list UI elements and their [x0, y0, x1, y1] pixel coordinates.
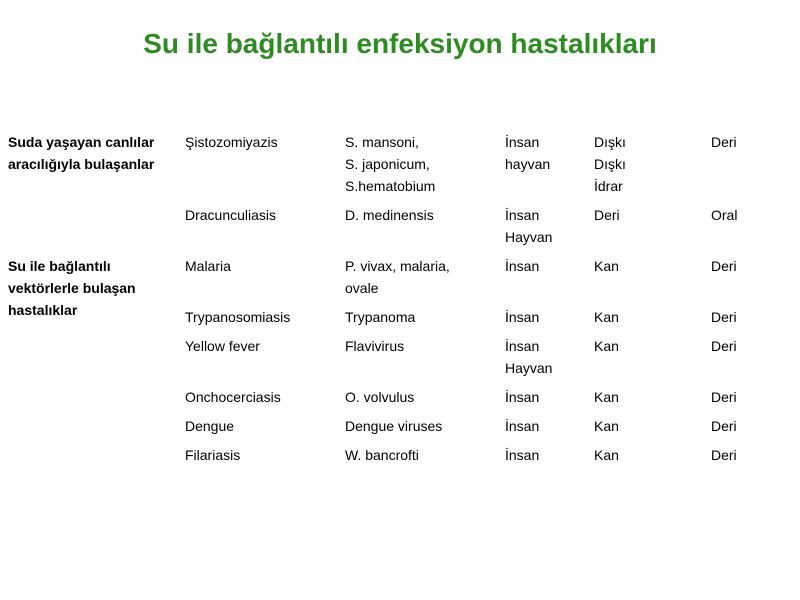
source-cell: Deri	[594, 207, 620, 223]
disease-cell: Dracunculiasis	[185, 207, 277, 223]
entry-cell: Deri	[711, 418, 737, 434]
slide-title: Su ile bağlantılı enfeksiyon hastalıkları	[143, 28, 657, 59]
host-cell: İnsan	[505, 418, 540, 434]
host-cell: İnsan hayvan	[505, 134, 551, 172]
agent-cell: S. mansoni, S. japonicum, S.hematobium	[345, 134, 436, 194]
entry-cell: Deri	[711, 309, 737, 325]
entry-cell: Deri	[711, 338, 737, 354]
agent-cell: Trypanoma	[345, 309, 416, 325]
host-cell: İnsan	[505, 389, 540, 405]
group-label-vector: Su ile bağlantılı vektörlerle bulaşan hastalıklar	[8, 258, 136, 318]
disease-table	[0, 128, 800, 470]
table-row	[0, 252, 800, 303]
agent-cell: P. vivax, malaria, ovale	[345, 258, 450, 296]
host-cell: İnsan	[505, 258, 540, 274]
source-cell: Kan	[594, 389, 619, 405]
group-label-aquatic: Suda yaşayan canlılar aracılığıyla bulaşanlar	[8, 134, 155, 172]
source-cell: Kan	[594, 418, 619, 434]
host-cell: İnsan Hayvan	[505, 207, 553, 245]
disease-cell: Yellow fever	[185, 338, 260, 354]
entry-cell: Deri	[711, 389, 737, 405]
host-cell: İnsan	[505, 447, 540, 463]
disease-cell: Malaria	[185, 258, 231, 274]
host-cell: İnsan	[505, 309, 540, 325]
source-cell: Kan	[594, 309, 619, 325]
host-cell: İnsan Hayvan	[505, 338, 553, 376]
entry-cell: Deri	[711, 258, 737, 274]
entry-cell: Deri	[711, 134, 737, 150]
source-cell: Kan	[594, 258, 619, 274]
disease-cell: Onchocerciasis	[185, 389, 281, 405]
source-cell: Dışkı Dışkı İdrar	[594, 134, 626, 194]
agent-cell: Dengue viruses	[345, 418, 443, 434]
agent-cell: Flavivirus	[345, 338, 405, 354]
entry-cell: Deri	[711, 447, 737, 463]
disease-cell: Filariasis	[185, 447, 241, 463]
source-cell: Kan	[594, 447, 619, 463]
disease-cell: Dengue	[185, 418, 235, 434]
disease-cell: Şistozomiyazis	[185, 134, 278, 150]
agent-cell: W. bancrofti	[345, 447, 419, 463]
agent-cell: D. medinensis	[345, 207, 434, 223]
agent-cell: O. volvulus	[345, 389, 415, 405]
disease-cell: Trypanosomiasis	[185, 309, 291, 325]
entry-cell: Oral	[711, 207, 738, 223]
table-row	[0, 128, 800, 201]
source-cell: Kan	[594, 338, 619, 354]
